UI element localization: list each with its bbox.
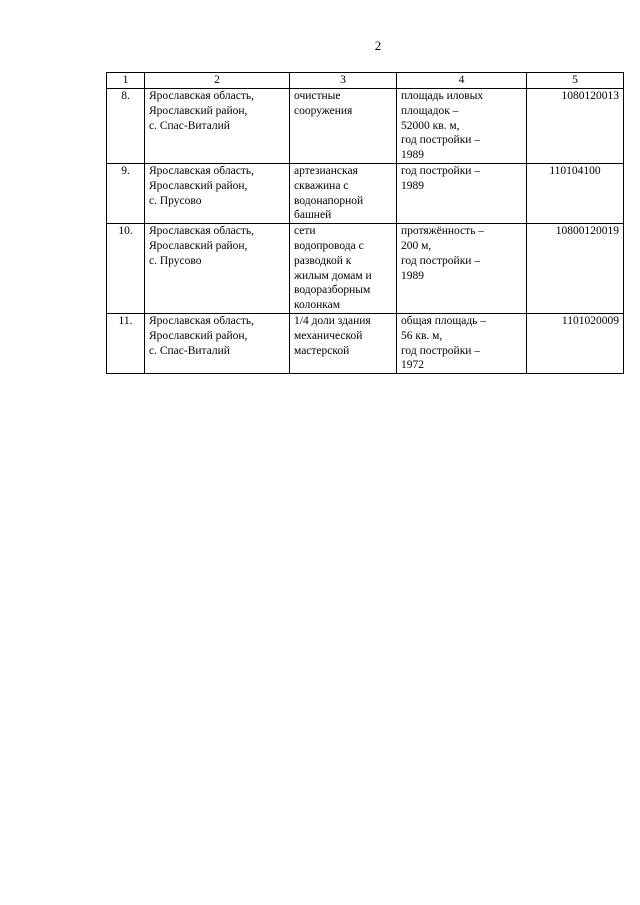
table-row (107, 313, 624, 373)
object-cell (290, 163, 397, 223)
characteristics-line: общая площадь – (401, 314, 487, 327)
object-line: разводкой к (294, 254, 352, 267)
object-cell (290, 224, 397, 314)
characteristics-line: год постройки – (401, 344, 481, 357)
object-line: 1/4 доли здания (294, 314, 371, 327)
column-header-5: 5 (527, 73, 624, 89)
object-line: башней (294, 209, 332, 222)
characteristics-line: 200 м, (401, 239, 432, 252)
table-header-row (107, 73, 624, 89)
address-cell (145, 163, 290, 223)
address-line: Ярославская область, (149, 164, 254, 177)
inventory-code: 110104100 (549, 164, 601, 177)
row-number-cell (107, 224, 145, 314)
object-line: сооружения (294, 104, 353, 117)
characteristics-cell (397, 313, 527, 373)
object-line: очистные (294, 90, 341, 102)
object-cell (290, 313, 397, 373)
object-line: сети (294, 225, 316, 238)
inventory-code: 10800120019 (555, 225, 619, 238)
characteristics-line: площадок – (401, 104, 459, 117)
object-cell (290, 89, 397, 164)
characteristics-line: год постройки – (401, 134, 481, 147)
address-line: с. Прусово (149, 194, 202, 207)
address-line: Ярославский район, (149, 329, 248, 342)
inventory-code: 1101020009 (561, 314, 619, 327)
inventory-code: 1080120013 (561, 90, 619, 102)
address-cell (145, 89, 290, 164)
characteristics-line: год постройки – (401, 164, 481, 177)
address-cell (145, 224, 290, 314)
object-line: артезианская (294, 164, 358, 177)
address-line: с. Спас-Виталий (149, 344, 230, 357)
address-cell (145, 313, 290, 373)
characteristics-line: 56 кв. м, (401, 329, 443, 342)
characteristics-line: протяжённость – (401, 225, 485, 238)
characteristics-line: год постройки – (401, 254, 481, 267)
address-line: Ярославская область, (149, 90, 254, 102)
row-number: 8. (121, 90, 130, 102)
object-line: мастерской (294, 344, 350, 357)
characteristics-line: площадь иловых (401, 90, 484, 102)
page-number: 2 (374, 38, 382, 53)
object-line: жилым домам и (294, 269, 372, 282)
characteristics-line: 52000 кв. м, (401, 119, 460, 132)
table-row (107, 163, 624, 223)
address-line: Ярославский район, (149, 179, 248, 192)
characteristics-cell (397, 163, 527, 223)
row-number-cell (107, 89, 145, 164)
object-line: колонкам (294, 299, 341, 312)
address-line: Ярославский район, (149, 239, 248, 252)
row-number: 11. (118, 314, 133, 327)
column-header-3: 3 (290, 73, 397, 89)
property-table (106, 72, 624, 374)
address-line: Ярославская область, (149, 314, 254, 327)
characteristics-line: 1989 (401, 179, 424, 192)
address-line: с. Спас-Виталий (149, 119, 230, 132)
column-header-1: 1 (107, 73, 145, 89)
object-line: водонапорной (294, 194, 364, 207)
characteristics-line: 1972 (401, 359, 424, 372)
row-number: 10. (118, 225, 133, 238)
characteristics-line: 1989 (401, 269, 424, 282)
code-cell (527, 224, 624, 314)
characteristics-cell (397, 224, 527, 314)
characteristics-line: 1989 (401, 149, 424, 162)
object-line: скважина с (294, 179, 349, 192)
address-line: Ярославская область, (149, 225, 254, 238)
table-row (107, 89, 624, 164)
row-number-cell (107, 313, 145, 373)
object-line: водоразборным (294, 284, 371, 297)
address-line: с. Прусово (149, 254, 202, 267)
column-header-4: 4 (397, 73, 527, 89)
code-cell (527, 313, 624, 373)
code-cell (527, 163, 624, 223)
object-line: водопровода с (294, 239, 364, 252)
address-line: Ярославский район, (149, 104, 248, 117)
table-row (107, 224, 624, 314)
row-number: 9. (121, 164, 130, 177)
column-header-2: 2 (145, 73, 290, 89)
characteristics-cell (397, 89, 527, 164)
code-cell (527, 89, 624, 164)
row-number-cell (107, 163, 145, 223)
object-line: механической (294, 329, 363, 342)
